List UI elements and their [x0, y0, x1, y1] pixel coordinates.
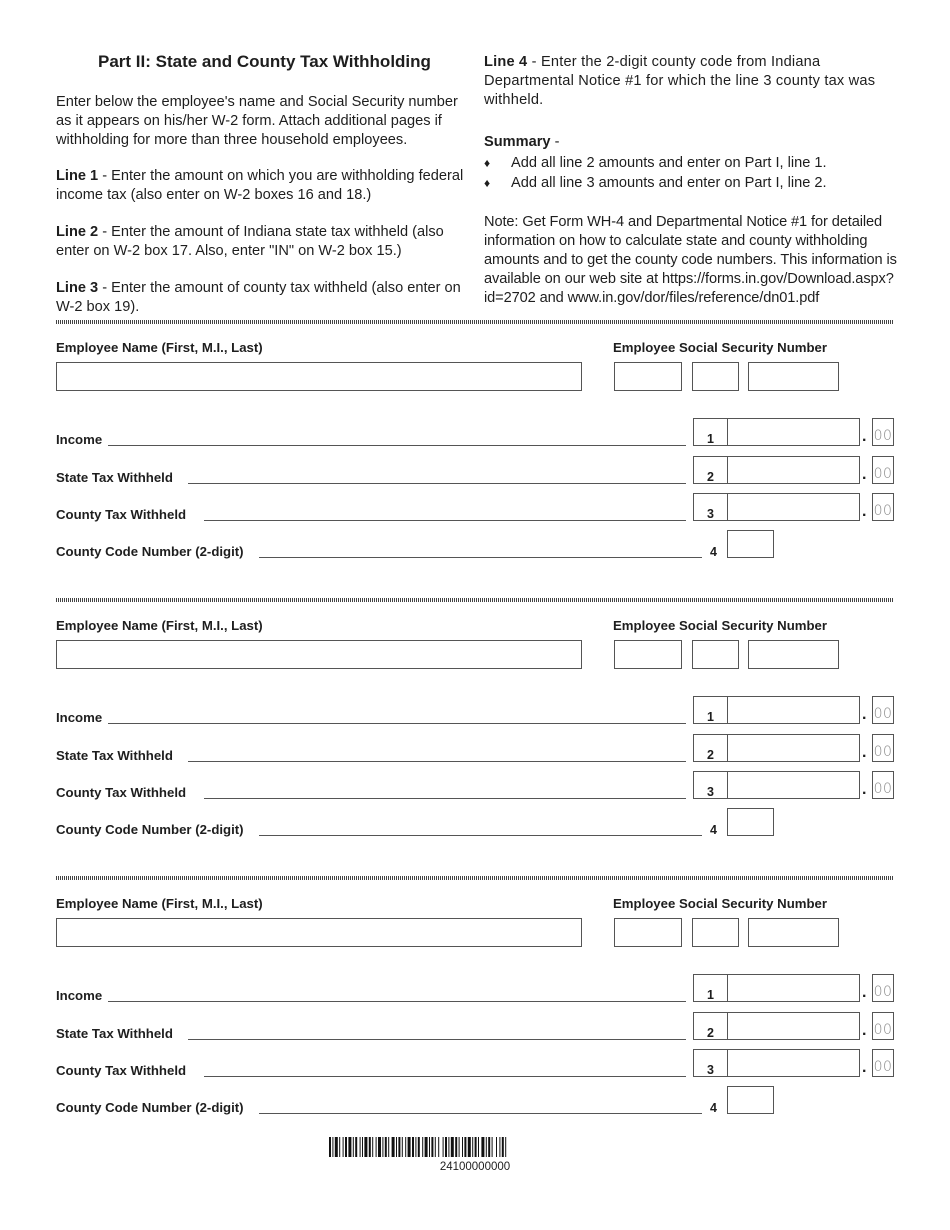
barcode-bar	[464, 1137, 466, 1157]
section-divider	[56, 320, 894, 324]
line-2-number: 2	[693, 734, 727, 762]
barcode-bar	[505, 1137, 506, 1157]
barcode-bar	[486, 1137, 487, 1157]
note-text: Note: Get Form WH-4 and Departmental Notice #1 for detailed information on how to calculate state and county withholding amounts and to get the county code numbers. This information is available on our web site at https://forms.in.gov/Download.aspx?id=2702 and www.in.gov/dor/files/reference/dn01.pdf	[484, 214, 897, 306]
cents-box: 00	[872, 696, 894, 724]
barcode-bar	[488, 1137, 490, 1157]
line3-label: Line 3	[56, 280, 99, 296]
summary-list	[484, 153, 896, 193]
line-4-number: 4	[710, 545, 717, 559]
summary-item	[484, 153, 896, 173]
line-1-number: 1	[693, 974, 727, 1002]
cents-box: 00	[872, 1049, 894, 1077]
county-code-field[interactable]	[727, 808, 774, 836]
income-amount-field[interactable]	[727, 696, 860, 724]
employee-name-label: Employee Name (First, M.I., Last)	[56, 896, 263, 911]
employee-name-field[interactable]	[56, 362, 582, 391]
barcode-bar	[499, 1137, 500, 1157]
leader-line	[188, 1039, 686, 1040]
income-amount-field[interactable]	[727, 418, 860, 446]
diamond-bullet-icon: ♦	[484, 156, 491, 170]
barcode-bar	[385, 1137, 387, 1157]
state-tax-amount-field[interactable]	[727, 734, 860, 762]
summary-heading	[484, 133, 896, 152]
barcode-bar	[402, 1137, 403, 1157]
state-tax-label: State Tax Withheld	[56, 470, 173, 485]
barcode-bar	[329, 1137, 331, 1157]
barcode-bar	[364, 1137, 367, 1157]
line1-instruction	[56, 167, 468, 205]
county-code-label: County Code Number (2-digit)	[56, 822, 244, 837]
summary-suffix: -	[550, 134, 560, 150]
barcode-bar	[355, 1137, 357, 1157]
line2-instruction	[56, 223, 468, 261]
ssn-part3-field[interactable]	[748, 362, 839, 391]
barcode-bar	[408, 1137, 411, 1157]
barcode-bar	[345, 1137, 347, 1157]
line-3-number: 3	[693, 1049, 727, 1077]
ssn-part1-field[interactable]	[614, 918, 682, 947]
barcode-bar	[335, 1137, 338, 1157]
barcode-bar	[378, 1137, 381, 1157]
line2-text: - Enter the amount of Indiana state tax withheld (also enter on W-2 box 17. Also, enter "IN" on W-2 box 15.)	[56, 224, 444, 259]
leader-line	[188, 483, 686, 484]
leader-line	[259, 835, 702, 836]
county-code-label: County Code Number (2-digit)	[56, 544, 244, 559]
line1-label: Line 1	[56, 168, 99, 184]
barcode-bar	[496, 1137, 497, 1157]
barcode-bar	[343, 1137, 344, 1157]
barcode-bar	[438, 1137, 439, 1157]
barcode-bar	[492, 1137, 493, 1157]
cents-box: 00	[872, 493, 894, 521]
cents-box: 00	[872, 456, 894, 484]
line1-text: - Enter the amount on which you are withholding federal income tax (also enter on W-2 boxes 16 and 18.)	[56, 168, 464, 203]
line4-label: Line 4	[484, 54, 528, 70]
county-code-label: County Code Number (2-digit)	[56, 1100, 244, 1115]
line3-text: - Enter the amount of county tax withheld (also enter on W-2 box 19).	[56, 280, 461, 315]
leader-line	[204, 798, 686, 799]
barcode-bar	[348, 1137, 351, 1157]
summary-label: Summary	[484, 134, 551, 150]
summary-item-text: Add all line 3 amounts and enter on Part I, line 2.	[511, 175, 827, 191]
barcode-bar	[472, 1137, 473, 1157]
barcode-bar	[443, 1137, 444, 1157]
barcode-bar	[392, 1137, 395, 1157]
page-title: Part II: State and County Tax Withholding	[98, 52, 431, 71]
line3-instruction	[56, 279, 468, 317]
line4-instruction	[484, 53, 896, 110]
section-divider	[56, 598, 894, 602]
barcode	[329, 1137, 621, 1157]
line2-label: Line 2	[56, 224, 99, 240]
barcode-bar	[502, 1137, 504, 1157]
barcode-bar	[435, 1137, 436, 1157]
cents-box: 00	[872, 418, 894, 446]
barcode-bar	[339, 1137, 340, 1157]
county-code-field[interactable]	[727, 530, 774, 558]
barcode-bar	[376, 1137, 377, 1157]
line-3-number: 3	[693, 493, 727, 521]
barcode-bar	[332, 1137, 333, 1157]
summary-item-text: Add all line 2 amounts and enter on Part I, line 1.	[511, 155, 827, 171]
barcode-number: 24100000000	[439, 1161, 511, 1173]
ssn-part1-field[interactable]	[614, 362, 682, 391]
barcode-bar	[445, 1137, 447, 1157]
employee-name-field[interactable]	[56, 918, 582, 947]
barcode-bar	[422, 1137, 423, 1157]
ssn-part2-field[interactable]	[692, 362, 739, 391]
income-label: Income	[56, 432, 103, 447]
barcode-bar	[455, 1137, 457, 1157]
income-label: Income	[56, 710, 103, 725]
barcode-bar	[372, 1137, 373, 1157]
barcode-bar	[369, 1137, 371, 1157]
state-tax-label: State Tax Withheld	[56, 748, 173, 763]
barcode-bar	[362, 1137, 363, 1157]
decimal-point: .	[862, 503, 867, 520]
employee-name-label: Employee Name (First, M.I., Last)	[56, 618, 263, 633]
line-4-number: 4	[710, 823, 717, 837]
ssn-part3-field[interactable]	[748, 640, 839, 669]
leader-line	[108, 445, 686, 446]
leader-line	[108, 723, 686, 724]
barcode-bar	[462, 1137, 463, 1157]
barcode-bar	[418, 1137, 420, 1157]
leader-line	[259, 1113, 702, 1114]
ssn-part2-field[interactable]	[692, 918, 739, 947]
intro-text: Enter below the employee's name and Social Security number as it appears on his/her W-2 form. Attach additional pages if withholding for more than three household employees.	[56, 94, 458, 148]
county-tax-amount-field[interactable]	[727, 771, 860, 799]
barcode-bar	[431, 1137, 433, 1157]
barcode-bar	[382, 1137, 383, 1157]
leader-line	[259, 557, 702, 558]
summary-item	[484, 173, 896, 193]
income-label: Income	[56, 988, 103, 1003]
cents-box: 00	[872, 1012, 894, 1040]
cents-box: 00	[872, 771, 894, 799]
county-tax-label: County Tax Withheld	[56, 1063, 187, 1078]
ssn-part1-field[interactable]	[614, 640, 682, 669]
county-tax-amount-field[interactable]	[727, 1049, 860, 1077]
section-divider	[56, 876, 894, 880]
decimal-point: .	[862, 1022, 867, 1039]
employee-ssn-label: Employee Social Security Number	[613, 618, 828, 633]
barcode-bar	[405, 1137, 406, 1157]
barcode-bar	[396, 1137, 397, 1157]
decimal-point: .	[862, 706, 867, 723]
barcode-bar	[448, 1137, 449, 1157]
barcode-bar	[475, 1137, 477, 1157]
barcode-bar	[468, 1137, 471, 1157]
employee-name-label: Employee Name (First, M.I., Last)	[56, 340, 263, 355]
line-2-number: 2	[693, 456, 727, 484]
decimal-point: .	[862, 744, 867, 761]
cents-box: 00	[872, 734, 894, 762]
line-1-number: 1	[693, 418, 727, 446]
decimal-point: .	[862, 984, 867, 1001]
decimal-point: .	[862, 1059, 867, 1076]
leader-line	[108, 1001, 686, 1002]
county-tax-label: County Tax Withheld	[56, 507, 187, 522]
barcode-bar	[429, 1137, 430, 1157]
barcode-bar	[451, 1137, 454, 1157]
barcode-bar	[459, 1137, 460, 1157]
ssn-part2-field[interactable]	[692, 640, 739, 669]
leader-line	[188, 761, 686, 762]
employee-ssn-label: Employee Social Security Number	[613, 896, 828, 911]
county-tax-amount-field[interactable]	[727, 493, 860, 521]
barcode-bar	[415, 1137, 416, 1157]
barcode-bar	[388, 1137, 389, 1157]
line-1-number: 1	[693, 696, 727, 724]
barcode-bar	[412, 1137, 414, 1157]
line-4-number: 4	[710, 1101, 717, 1115]
county-code-field[interactable]	[727, 1086, 774, 1114]
line4-text: - Enter the 2-digit county code from Indiana Departmental Notice #1 for which the line 3 county tax was withheld.	[484, 54, 876, 108]
county-tax-label: County Tax Withheld	[56, 785, 187, 800]
decimal-point: .	[862, 428, 867, 445]
line-2-number: 2	[693, 1012, 727, 1040]
employee-name-field[interactable]	[56, 640, 582, 669]
ssn-part3-field[interactable]	[748, 918, 839, 947]
leader-line	[204, 520, 686, 521]
barcode-bar	[360, 1137, 361, 1157]
decimal-point: .	[862, 781, 867, 798]
line-3-number: 3	[693, 771, 727, 799]
barcode-bar	[425, 1137, 428, 1157]
diamond-bullet-icon: ♦	[484, 176, 491, 190]
income-amount-field[interactable]	[727, 974, 860, 1002]
state-tax-label: State Tax Withheld	[56, 1026, 173, 1041]
barcode-bar	[398, 1137, 400, 1157]
barcode-bar	[481, 1137, 484, 1157]
decimal-point: .	[862, 466, 867, 483]
leader-line	[204, 1076, 686, 1077]
state-tax-amount-field[interactable]	[727, 456, 860, 484]
employee-ssn-label: Employee Social Security Number	[613, 340, 828, 355]
cents-box: 00	[872, 974, 894, 1002]
barcode-bar	[353, 1137, 354, 1157]
barcode-bar	[478, 1137, 479, 1157]
state-tax-amount-field[interactable]	[727, 1012, 860, 1040]
